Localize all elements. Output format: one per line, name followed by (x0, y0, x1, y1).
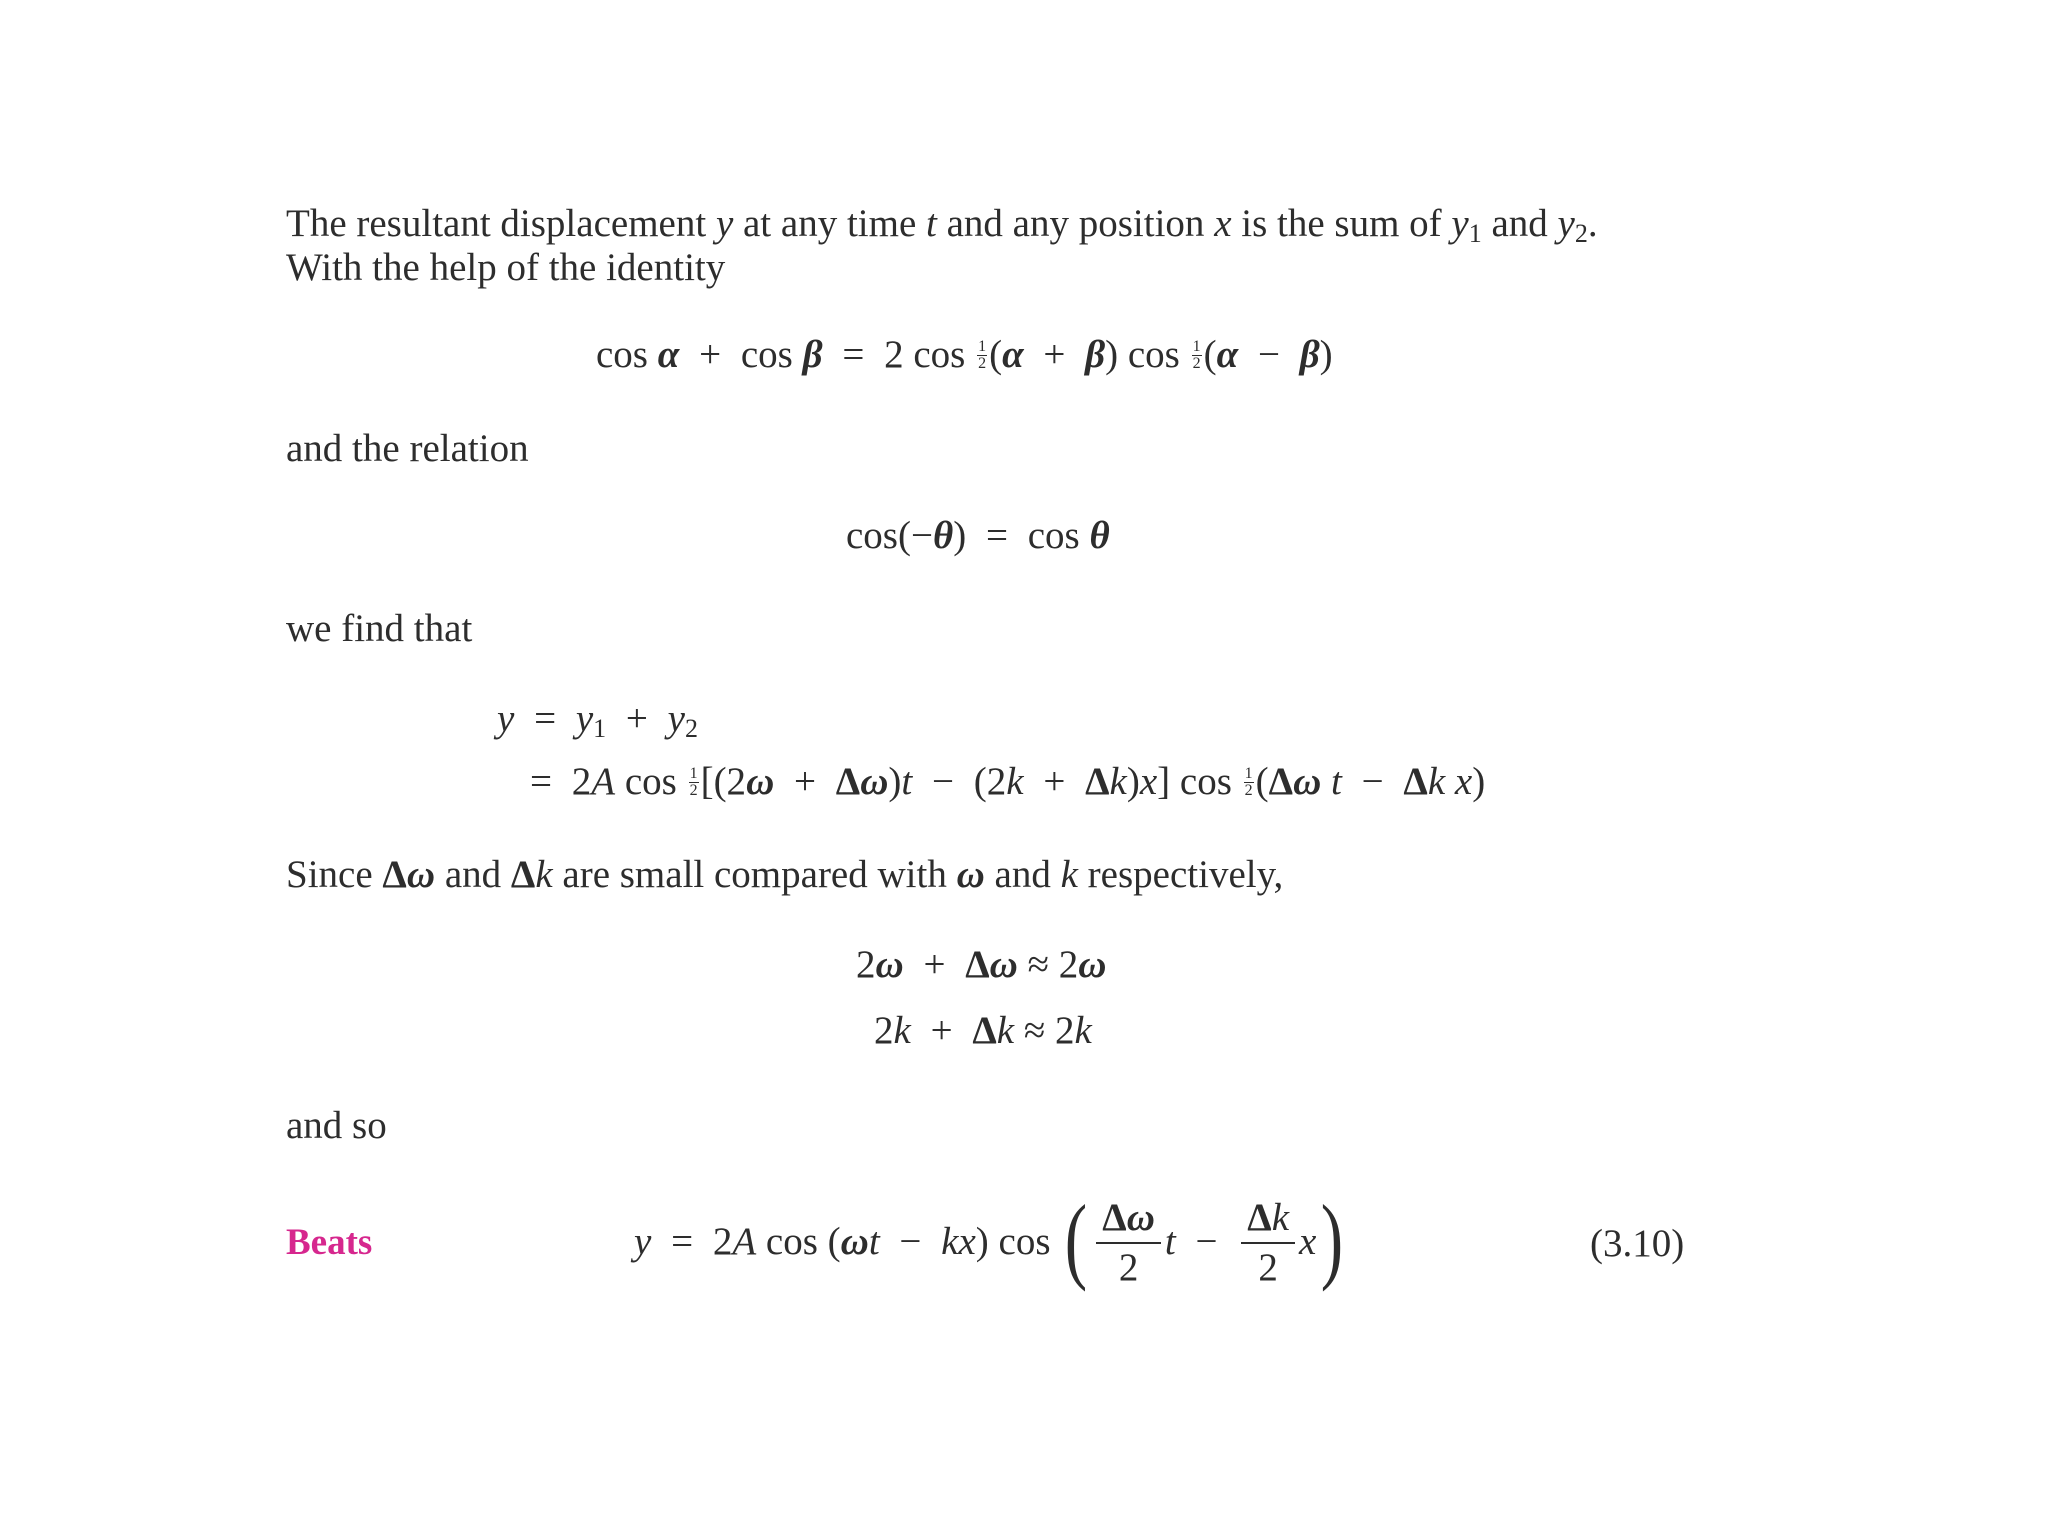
paragraph-we-find: we find that (286, 607, 473, 650)
var-k: k (535, 853, 553, 896)
text-segment: respectively, (1077, 853, 1284, 896)
var-y2: y (1557, 202, 1575, 245)
symbol-delta: Δ (510, 853, 536, 896)
var-t: t (926, 202, 937, 245)
text-segment: and (1481, 202, 1558, 245)
equation-sum-line1: $y = y_1 + y_2$ (497, 697, 698, 743)
text-segment: and any position (936, 202, 1215, 245)
equation-cos-sum-identity: cos α + cos β = 2 cos $\frac{1}{2}$ (α + β) cos $\frac{1}{2}$ (α − β) (596, 333, 1333, 376)
paragraph-and-so: and so (286, 1104, 387, 1147)
text-segment: Since (286, 853, 383, 896)
symbol-omega: ω (406, 853, 436, 896)
paragraph-since-small (286, 853, 1283, 897)
text-segment: and (435, 853, 511, 896)
text-segment: and (984, 853, 1061, 896)
equation-cos-even: cos(−θ) = cos θ (846, 514, 1110, 557)
equation-sum-line2: = 2A cos $\frac{1}{2}$ [(2ω + Δω)t − (2k + Δk)x] cos $\frac{1}{2}$ (Δω t − Δk x) (530, 760, 1486, 803)
equation-approx-k: 2k + Δk ≈ 2k (874, 1009, 1092, 1052)
equation-approx-omega: 2ω + Δω ≈ 2ω (856, 943, 1107, 986)
symbol-delta: Δ (382, 853, 407, 896)
text-segment: are small compared with (552, 853, 957, 896)
paragraph-relation-intro: and the relation (286, 427, 529, 470)
equation-number: (3.10) (1590, 1222, 1685, 1265)
subscript: 1 (1468, 219, 1482, 248)
var-k: k (1060, 853, 1078, 896)
var-y: y (715, 202, 734, 245)
symbol-omega: ω (956, 853, 985, 896)
text-segment: is the sum of (1231, 202, 1452, 245)
var-y1: y (1451, 202, 1469, 245)
equation-beats: y = 2A cos (ωt − kx) cos ( $\frac{\Delta\omega}{2}$ t − $\frac{\Delta k}{2}$ x) (634, 1185, 1344, 1293)
text-segment: The resultant displacement (286, 202, 716, 245)
var-x: x (1214, 202, 1232, 245)
paragraph-identity-intro: With the help of the identity (286, 246, 726, 289)
margin-label-beats: Beats (286, 1222, 373, 1263)
text-segment: at any time (733, 202, 927, 245)
subscript: 2 (1574, 219, 1588, 248)
paragraph-resultant-displacement (286, 202, 1598, 246)
text-segment: . (1587, 202, 1598, 245)
